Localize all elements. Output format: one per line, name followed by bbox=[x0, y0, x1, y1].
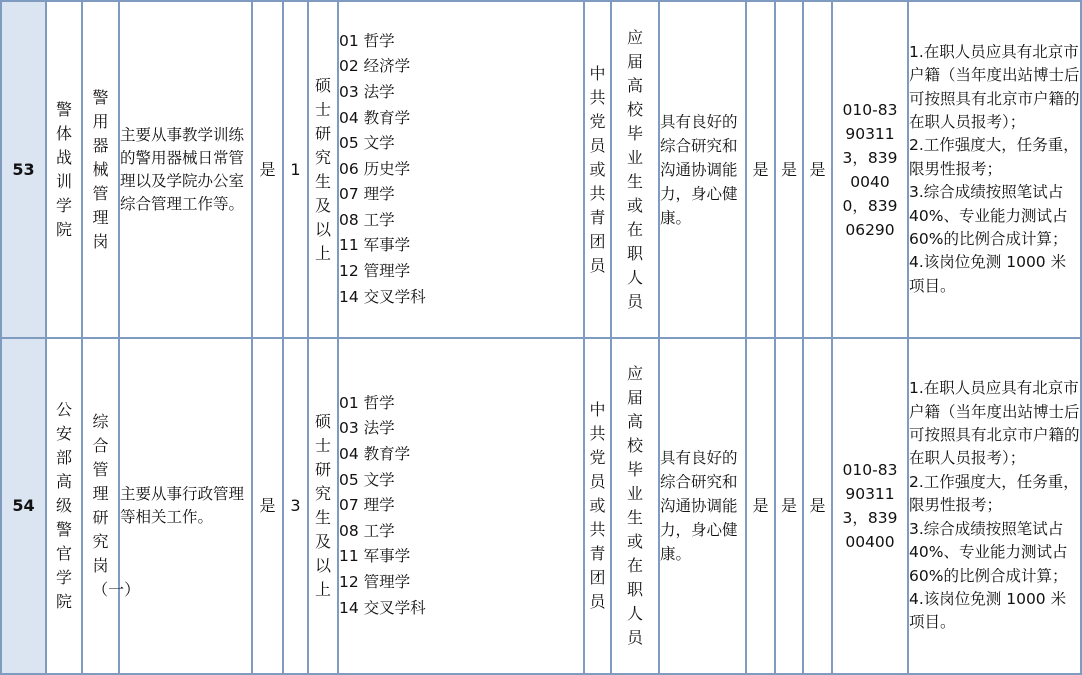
note-item: 3.综合成绩按照笔试占 40%、专业能力测试占 60%的比例合成计算； bbox=[909, 519, 1068, 585]
major-item: 05 文学 bbox=[339, 470, 395, 489]
flag-cell: 是 bbox=[252, 1, 283, 338]
political-status: 中共党员或共青团员 bbox=[584, 1, 611, 338]
requirement-flag-2: 是 bbox=[775, 338, 803, 674]
ability-requirement: 具有良好的综合研究和沟通协调能力，身心健康。 bbox=[659, 338, 746, 674]
candidate-source: 应届高校毕业生或在职人员 bbox=[611, 338, 659, 674]
education-requirement: 硕士研究生及以上 bbox=[308, 338, 338, 674]
position-id: 53 bbox=[1, 1, 46, 338]
major-item: 12 管理学 bbox=[339, 262, 411, 281]
requirement-flag-1: 是 bbox=[746, 1, 775, 338]
major-item: 01 哲学 bbox=[339, 393, 395, 412]
department: 警体战训学院 bbox=[46, 1, 82, 338]
major-item: 05 文学 bbox=[339, 134, 395, 153]
hiring-count: 1 bbox=[283, 1, 308, 338]
candidate-source: 应届高校毕业生或在职人员 bbox=[611, 1, 659, 338]
major-item: 12 管理学 bbox=[339, 572, 411, 591]
notes bbox=[908, 1, 1081, 338]
note-item: 1.在职人员应具有北京市户籍（当年度出站博士后可按照具有北京市户籍的在职人员报考）； bbox=[909, 379, 1080, 468]
major-item: 14 交叉学科 bbox=[339, 598, 426, 617]
requirement-flag-2: 是 bbox=[775, 1, 803, 338]
major-item: 08 工学 bbox=[339, 521, 395, 540]
major-list bbox=[338, 338, 584, 674]
major-item: 03 法学 bbox=[339, 82, 395, 101]
major-item: 07 理学 bbox=[339, 496, 395, 515]
major-item: 02 经济学 bbox=[339, 57, 411, 76]
contact-phone: 010-83903113，83900400 bbox=[832, 338, 908, 674]
department: 公安部高级警官学院 bbox=[46, 338, 82, 674]
major-item: 04 教育学 bbox=[339, 108, 411, 127]
major-item: 11 军事学 bbox=[339, 236, 411, 255]
note-item: 2.工作强度大，任务重，限男性报考； bbox=[909, 136, 1079, 178]
major-item: 03 法学 bbox=[339, 419, 395, 438]
major-item: 04 教育学 bbox=[339, 445, 411, 464]
hiring-count: 3 bbox=[283, 338, 308, 674]
position-name: 警用器械管理岗 bbox=[82, 1, 119, 338]
table-row bbox=[1, 1, 1081, 338]
requirement-flag-1: 是 bbox=[746, 338, 775, 674]
note-item: 1.在职人员应具有北京市户籍（当年度出站博士后可按照具有北京市户籍的在职人员报考）； bbox=[909, 42, 1080, 131]
major-item: 11 军事学 bbox=[339, 547, 411, 566]
notes bbox=[908, 338, 1081, 674]
major-item: 07 理学 bbox=[339, 185, 395, 204]
major-item: 14 交叉学科 bbox=[339, 287, 426, 306]
note-item: 4.该岗位免测 1000 米项目。 bbox=[909, 589, 1067, 632]
job-duty: 主要从事教学训练的警用器械日常管理以及学院办公室综合管理工作等。 bbox=[119, 1, 252, 338]
table-row bbox=[1, 338, 1081, 674]
contact-phone: 010-83903113，83900400，83906290 bbox=[832, 1, 908, 338]
ability-requirement: 具有良好的综合研究和沟通协调能力，身心健康。 bbox=[659, 1, 746, 338]
note-item: 2.工作强度大，任务重，限男性报考； bbox=[909, 472, 1079, 515]
education-requirement: 硕士研究生及以上 bbox=[308, 1, 338, 338]
note-item: 4.该岗位免测 1000 米项目。 bbox=[909, 253, 1067, 295]
requirement-flag-3: 是 bbox=[803, 338, 832, 674]
note-item: 3.综合成绩按照笔试占 40%、专业能力测试占 60%的比例合成计算； bbox=[909, 183, 1068, 249]
major-list bbox=[338, 1, 584, 338]
major-item: 06 历史学 bbox=[339, 159, 411, 178]
requirement-flag-3: 是 bbox=[803, 1, 832, 338]
political-status: 中共党员或共青团员 bbox=[584, 338, 611, 674]
job-duty: 主要从事行政管理等相关工作。 bbox=[119, 338, 252, 674]
position-id: 54 bbox=[1, 338, 46, 674]
major-item: 01 哲学 bbox=[339, 31, 395, 50]
position-name: 综合管理研究岗（一） bbox=[82, 338, 119, 674]
major-item: 08 工学 bbox=[339, 210, 395, 229]
flag-cell: 是 bbox=[252, 338, 283, 674]
